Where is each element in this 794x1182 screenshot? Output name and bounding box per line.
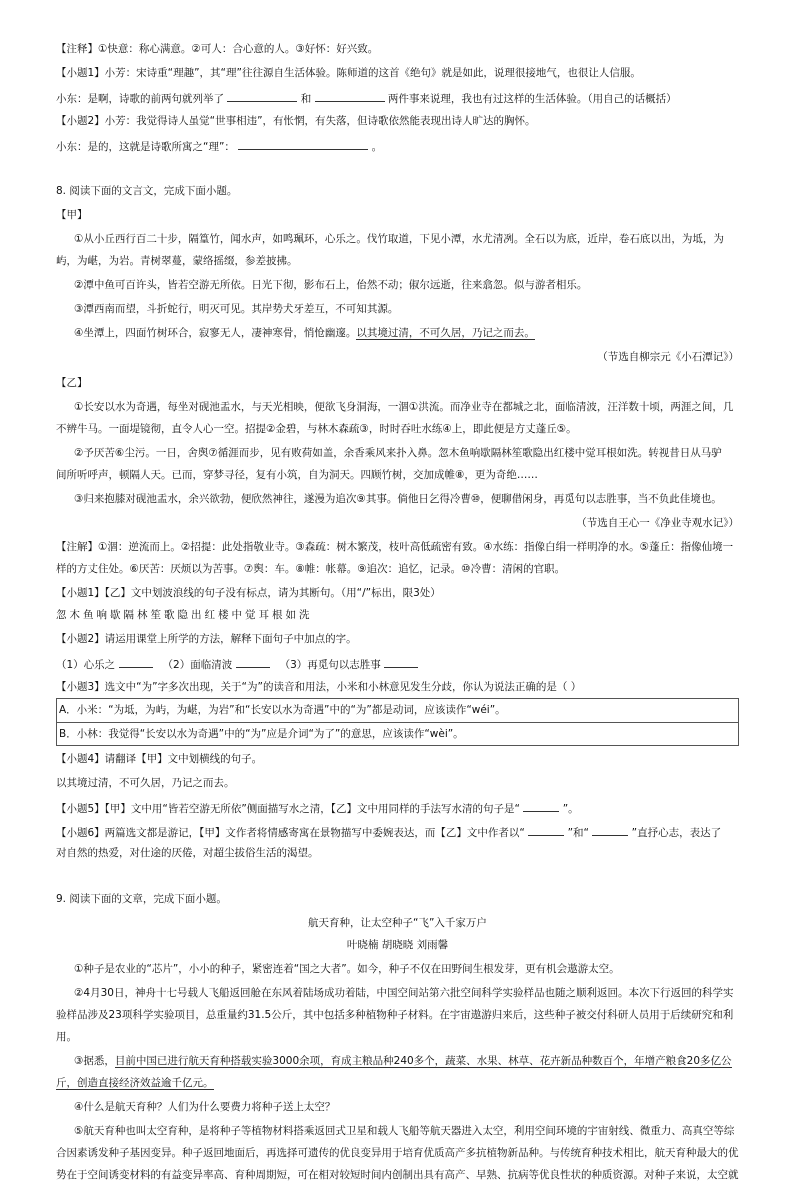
notes-line: 【注释】①快意：称心满意。②可人：合心意的人。③好怀：好兴致。 bbox=[56, 43, 379, 55]
answer-blank[interactable] bbox=[523, 800, 559, 812]
option-a[interactable]: A．小米：“为坻，为屿，为嵁，为岩”和“长安以水为奇遇”中的“为”都是动词，应该读作“wéi”。 bbox=[59, 704, 506, 716]
article-title: 航天育种，让太空种子“飞”入千家万户 bbox=[308, 917, 487, 929]
source-citation-yi: （节选自王心一《净业寺观水记》） bbox=[576, 517, 739, 529]
item-3: （3）再觅句以志胜事 bbox=[279, 659, 381, 671]
question-2-answer-line bbox=[56, 138, 382, 154]
annotations-line-1: 【注解】①涸：逆流而上。②招提：此处指敬业寺。③森疏：树木繁茂，枝叶高低疏密有致。④水练：指像白绢一样明净的水。⑤蓬丘：指像仙境一 bbox=[56, 541, 734, 553]
article-paragraph-5-cont: 合因素诱发种子基因变异。种子返回地面后，再选择可遗传的优良变异用于培育优质高产多抗植物新品种。与传统育种技术相比，航天育种最大的优 bbox=[56, 1147, 739, 1159]
answer-suffix: 。 bbox=[371, 141, 383, 153]
options-divider bbox=[57, 722, 738, 723]
answer-suffix: 两件事来说理，我也有过这样的生活体验。（用自己的话概括） bbox=[387, 93, 677, 105]
sentence-to-punctuate: 忽木鱼响歇隔林笙歌隐出红楼中觉耳根如洗 bbox=[56, 609, 313, 621]
question-text-end: ”。 bbox=[562, 803, 579, 815]
subquestion-6-cont: 对自然的热爱，对仕途的厌倦，对超尘拔俗生活的渴望。 bbox=[56, 847, 319, 859]
question-1-prompt: 【小题1】小芳：宋诗重“理趣”，其“理”往往源自生活体验。陈师道的这首《绝句》就是如此，说理很接地气，也很让人信服。 bbox=[56, 67, 641, 79]
answer-blank[interactable] bbox=[238, 138, 368, 150]
article-paragraph-2: ②4月30日，神舟十七号载人飞船返回舱在东风着陆场成功着陆，中国空间站第六批空间科学实验样品也随之顺利返回。本次下行返回的科学实 bbox=[74, 987, 734, 999]
item-1: （1）心乐之 bbox=[56, 659, 116, 671]
underlined-sentence: 以其境过清，不可久居，乃记之而去。 bbox=[356, 327, 535, 339]
answer-blank[interactable] bbox=[592, 824, 628, 836]
answer-blank[interactable] bbox=[315, 90, 385, 102]
answer-blank[interactable] bbox=[227, 90, 297, 102]
item-2: （2）面临清波 bbox=[162, 659, 233, 671]
question-1-answer-line bbox=[56, 90, 677, 106]
jia-paragraph-2: ②潭中鱼可百许头，皆若空游无所依。日光下彻，影布石上，佁然不动；俶尔远逝，往来翕忽。似与游者相乐。 bbox=[74, 279, 588, 291]
answer-blank[interactable] bbox=[384, 656, 418, 668]
subquestion-3: 【小题3】选文中“为”字多次出现，关于“为”的读音和用法，小米和小林意见发生分歧，你认为说法正确的是（ ） bbox=[56, 681, 582, 693]
article-paragraph-2-end: 用。 bbox=[56, 1031, 77, 1043]
yi-paragraph-1: ①长安以水为奇遇，每坐对砚池盂水，与天光相映，便欲飞身洞海，一涸①洪流。而净业寺在都城之北，面临清波，汪洋数十顷，两涯之间，几 bbox=[74, 401, 734, 413]
paragraph-text: ③据悉， bbox=[74, 1055, 115, 1067]
yi-paragraph-2: ②予厌苦⑥尘污。一日，舍舆⑦循涯而步，见有败荷如盖，余香乘风来扑入鼻。忽木鱼响歇隔林笙歌隐出红楼中觉耳根如洗。转视昔日从马驴 bbox=[74, 447, 722, 459]
annotations-line-2: 样的方丈住处。⑥厌苦：厌烦以为苦事。⑦舆：车。⑧帷：帐幕。⑨追次：追忆，记录。⑩冷曹：清闲的官职。 bbox=[56, 563, 566, 575]
passage-jia-label: 【甲】 bbox=[56, 209, 88, 221]
subquestion-4: 【小题4】请翻译【甲】文中划横线的句子。 bbox=[56, 753, 263, 765]
option-b[interactable]: B．小林：我觉得“长安以水为奇遇”中的“为”应是介词“为了”的意思，应该读作“wèi”。 bbox=[59, 728, 464, 740]
article-authors: 叶晓楠 胡晓晓 刘雨馨 bbox=[346, 939, 449, 951]
article-paragraph-5: ⑤航天育种也叫太空育种，是将种子等植物材料搭乘返回式卫星和载人飞船等航天器进入太空，利用空间环境的宇宙射线、微重力、高真空等综 bbox=[74, 1125, 735, 1137]
subquestion-1: 【小题1】【乙】文中划波浪线的句子没有标点，请为其断句。（用“/”标出，限3处） bbox=[56, 587, 441, 599]
section-9-heading: 9. 阅读下面的文章，完成下面小题。 bbox=[56, 893, 227, 905]
section-8-heading: 8. 阅读下面的文言文，完成下面小题。 bbox=[56, 185, 238, 197]
options-table bbox=[56, 698, 739, 746]
question-text: 【小题6】两篇选文都是游记，【甲】文作者将情感寄寓在景物描写中委婉表达，而【乙】文中作者以“ bbox=[56, 827, 525, 839]
question-2-prompt: 【小题2】小芳：我觉得诗人虽觉“世事相违”，有怅惘，有失落，但诗歌依然能表现出诗人旷达的胸怀。 bbox=[56, 115, 536, 127]
article-paragraph-3-cont bbox=[56, 1076, 214, 1090]
yi-paragraph-1-cont: 不辨牛马。一面堤镜彻，直令人心一空。招提②金碧，与林木森疏③，时时吞吐水练④上，即此便是方丈蓬丘⑤。 bbox=[56, 423, 577, 435]
jia-paragraph-1: ①从小丘西行百二十步，隔篁竹，闻水声，如鸣珮环，心乐之。伐竹取道，下见小潭，水尤清冽。全石以为底，近岸，卷石底以出，为坻，为 bbox=[74, 233, 724, 245]
answer-prefix: 小东：是的，这就是诗歌所寓之“理”： bbox=[56, 141, 235, 153]
article-paragraph-4: ④什么是航天育种？人们为什么要费力将种子送上太空？ bbox=[74, 1101, 336, 1113]
answer-blank[interactable] bbox=[236, 656, 270, 668]
underlined-sentence: 斤，创造直接经济效益逾千亿元。 bbox=[56, 1077, 214, 1089]
question-connector: ”和“ bbox=[567, 827, 589, 839]
question-text-end: ”直抒心志，表达了 bbox=[631, 827, 722, 839]
article-paragraph-2-cont: 验样品涉及23项科学实验项目，总重量约31.5公斤，其中包括多种植物种子材料。在宇宙遨游归来后，这些种子被交付科研人员用于后续研究和利 bbox=[56, 1009, 734, 1021]
jia-paragraph-1-cont: 屿，为嵁，为岩。青树翠蔓，蒙络摇缀，参差披拂。 bbox=[56, 255, 298, 267]
yi-paragraph-3: ③归来抱膝对砚池盂水，余兴欲勃，便欣然神往，遂漫为追次⑨其事。倘他日乞得冷曹⑩，便聊借闲身，再觅句以志胜事，当不负此佳境也。 bbox=[74, 493, 722, 505]
article-paragraph-5-end: 势在于空间诱变材料的有益变异率高、育种周期短，可在相对较短时间内创制出具有高产、早熟、抗病等优良性状的种质资源。对种子来说，太空就 bbox=[56, 1169, 739, 1181]
question-text: 【小题5】【甲】文中用“皆若空游无所依”侧面描写水之清，【乙】文中用同样的手法写水清的句子是“ bbox=[56, 803, 520, 815]
subquestion-2-items bbox=[56, 656, 418, 672]
passage-yi-label: 【乙】 bbox=[56, 377, 88, 389]
jia-paragraph-3: ③潭西南而望，斗折蛇行，明灭可见。其岸势犬牙差互，不可知其源。 bbox=[74, 303, 399, 315]
subquestion-6 bbox=[56, 824, 721, 840]
subquestion-2: 【小题2】请运用课堂上所学的方法，解释下面句子中加点的字。 bbox=[56, 633, 357, 645]
source-citation-jia: （节选自柳宗元《小石潭记》） bbox=[597, 351, 739, 363]
answer-prefix: 小东：是啊，诗歌的前两句就列举了 bbox=[56, 93, 224, 105]
underlined-sentence: 目前中国已进行航天育种搭载实验3000余项，育成主粮品种240多个，蔬菜、水果、林草、花卉新品种数百个，年增产粮食20多亿公 bbox=[114, 1055, 732, 1067]
yi-paragraph-2-cont: 间所听呼声，顿隔人天。已而，穿梦寻径，复有小筑，自为洞天。四顾竹树，交加成帷⑧，更为奇绝…… bbox=[56, 469, 538, 481]
answer-connector: 和 bbox=[300, 93, 312, 105]
answer-blank[interactable] bbox=[119, 656, 153, 668]
answer-blank[interactable] bbox=[528, 824, 564, 836]
paragraph-text: ④坐潭上，四面竹树环合，寂寥无人，凄神寒骨，悄怆幽邃。 bbox=[74, 327, 357, 339]
sentence-to-translate: 以其境过清，不可久居，乃记之而去。 bbox=[56, 777, 235, 789]
article-paragraph-3 bbox=[74, 1054, 732, 1068]
jia-paragraph-4 bbox=[74, 326, 535, 340]
subquestion-5 bbox=[56, 800, 579, 816]
article-paragraph-1: ①种子是农业的“芯片”，小小的种子，紧密连着“国之大者”。如今，种子不仅在田野间生根发芽，更有机会遨游太空。 bbox=[74, 963, 620, 975]
